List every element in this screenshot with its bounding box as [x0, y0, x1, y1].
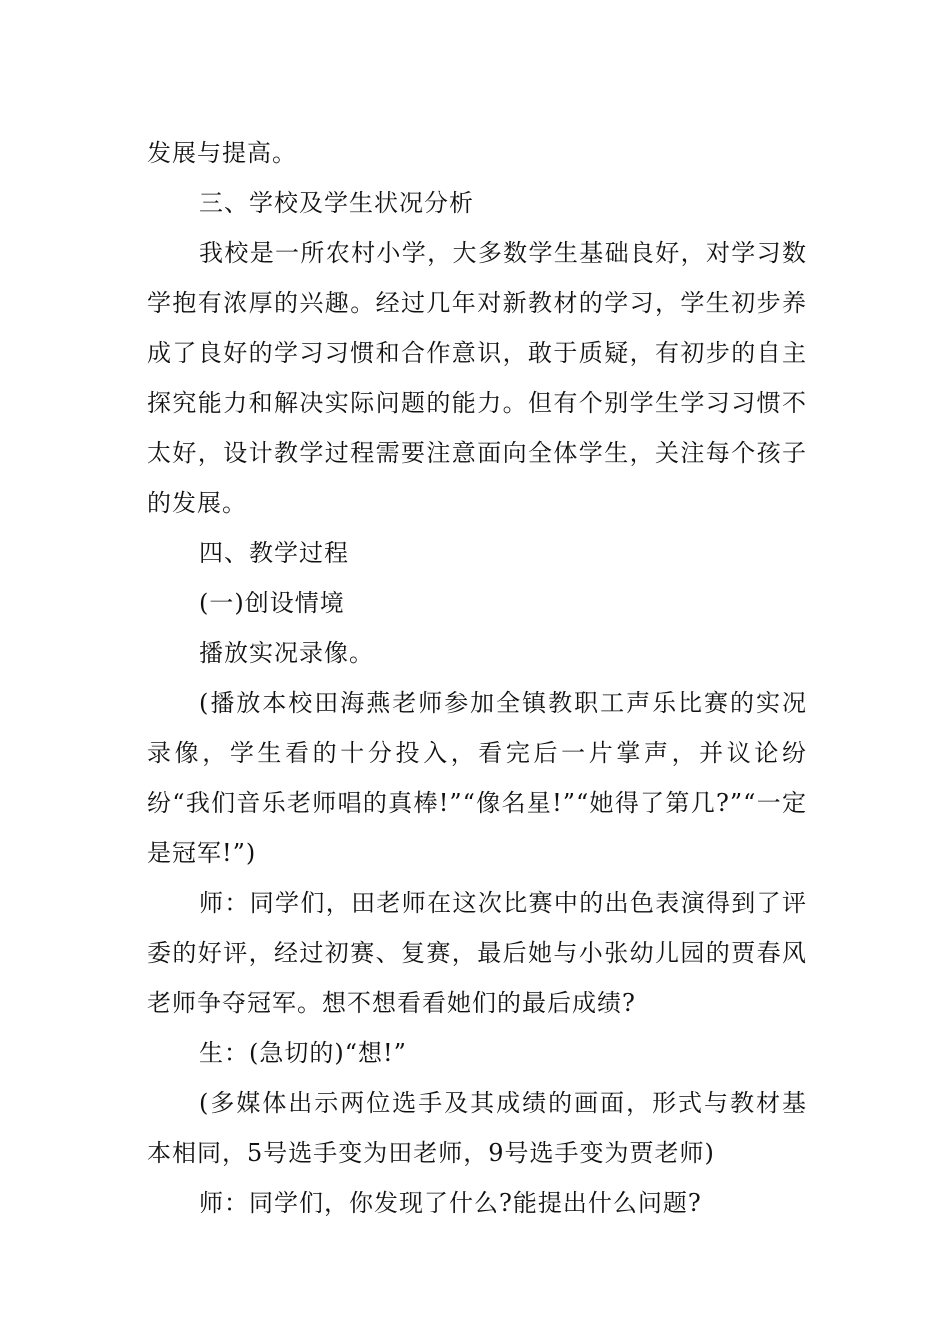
- paragraph-teacher-question: 师：同学们，你发现了什么?能提出什么问题?: [199, 1189, 702, 1217]
- subsection-heading-1: (一)创设情境: [199, 589, 345, 617]
- paragraph-student-reply: 生：(急切的)“想!”: [199, 1039, 407, 1067]
- paragraph-teacher-intro: 师：同学们，田老师在这次比赛中的出色表演得到了评委的好评，经过初赛、复赛，最后她与小张幼儿园的贾春风老师争夺冠军。想不想看看她们的最后成绩?: [147, 889, 807, 1017]
- paragraph-continuation: 发展与提高。: [147, 139, 297, 167]
- document-body: [147, 128, 807, 1228]
- paragraph-school-analysis: 我校是一所农村小学，大多数学生基础良好，对学习数学抱有浓厚的兴趣。经过几年对新教材的学习，学生初步养成了良好的学习习惯和合作意识，敢于质疑，有初步的自主探究能力和解决实际问题的能力。但有个别学生学习习惯不太好，设计教学过程需要注意面向全体学生，关注每个孩子的发展。: [147, 239, 807, 517]
- section-heading-4: 四、教学过程: [199, 539, 349, 567]
- paragraph-play-video: 播放实况录像。: [199, 639, 374, 667]
- paragraph-multimedia: (多媒体出示两位选手及其成绩的画面，形式与教材基本相同，5号选手变为田老师，9号选手变为贾老师): [147, 1089, 807, 1167]
- section-heading-3: 三、学校及学生状况分析: [199, 189, 474, 217]
- paragraph-video-description: (播放本校田海燕老师参加全镇教职工声乐比赛的实况录像，学生看的十分投入，看完后一片掌声，并议论纷纷“我们音乐老师唱的真棒!”“像名星!”“她得了第几?”“一定是冠军!”): [147, 689, 807, 867]
